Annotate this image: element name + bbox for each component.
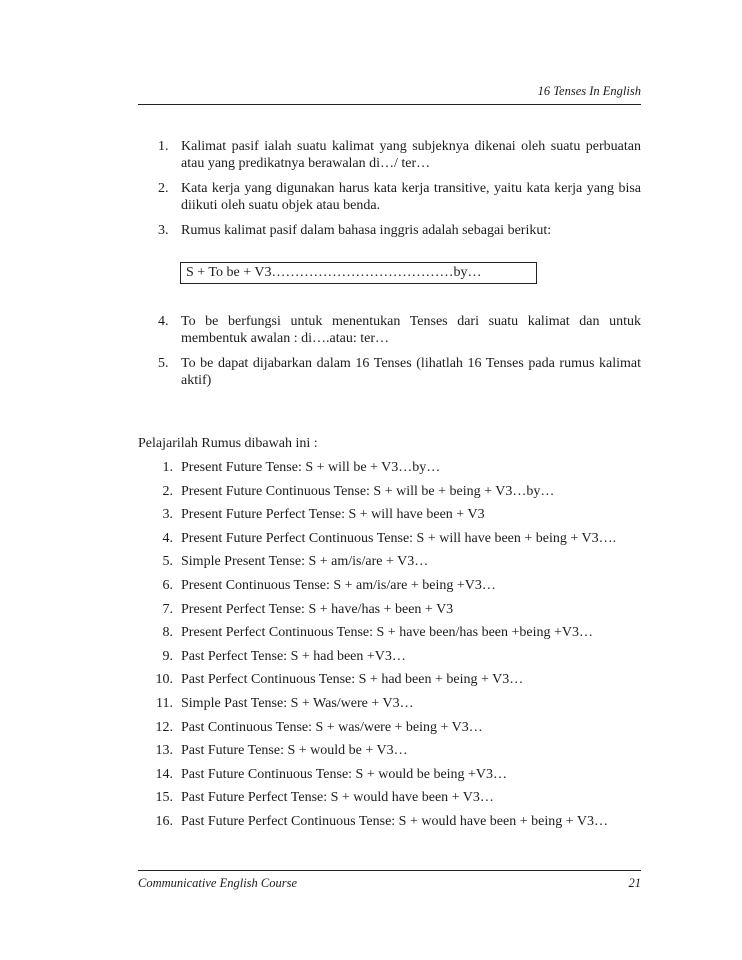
item-text: Past Future Perfect Continuous Tense: S + would have been + being + V3… [181, 813, 608, 829]
list-item [138, 577, 641, 601]
item-number: 15. [155, 790, 173, 806]
item-number: 14. [155, 766, 173, 782]
list-item [138, 459, 641, 483]
list-item [138, 719, 641, 743]
item-number: 10. [155, 672, 173, 688]
list-item [138, 506, 641, 530]
header-rule [138, 104, 641, 105]
passive-rules-list-top [138, 138, 641, 247]
list-item [138, 222, 641, 239]
footer-rule [138, 870, 641, 871]
item-number: 2. [158, 181, 169, 196]
list-item [138, 789, 641, 813]
page-number: 21 [628, 876, 641, 890]
item-number: 1. [162, 460, 173, 475]
item-number: 6. [162, 577, 173, 593]
item-number: 7. [162, 601, 173, 617]
item-text: Past Perfect Continuous Tense: S + had been + being + V3… [181, 672, 524, 688]
passive-formula-box: S + To be + V3…………………………………by… [180, 262, 537, 284]
item-text: Kalimat pasif ialah suatu kalimat yang subjeknya dikenai oleh suatu perbuatan atau yang predikatnya berawalan di…/ ter… [181, 139, 641, 171]
item-number: 8. [162, 625, 173, 641]
item-number: 13. [155, 743, 173, 759]
item-number: 16. [155, 813, 173, 829]
item-text: Present Future Tense: S + will be + V3…by… [181, 460, 441, 475]
item-text: Past Continuous Tense: S + was/were + being + V3… [181, 719, 483, 735]
item-text: Present Future Continuous Tense: S + will be + being + V3…by… [181, 483, 555, 499]
list-item [138, 648, 641, 672]
running-header-title: 16 Tenses In English [537, 84, 641, 98]
passive-rules-list-bottom [138, 313, 641, 397]
item-text: Present Future Perfect Tense: S + will have been + V3 [181, 507, 485, 523]
list-item [138, 313, 641, 347]
item-text: Past Perfect Tense: S + had been +V3… [181, 648, 406, 664]
item-text: To be berfungsi untuk menentukan Tenses dari suatu kalimat dan untuk membentuk awalan : di….atau: ter… [181, 314, 641, 346]
item-text: Past Future Tense: S + would be + V3… [181, 743, 408, 759]
list-item [138, 742, 641, 766]
item-text: Simple Present Tense: S + am/is/are + V3… [181, 554, 429, 570]
item-number: 9. [162, 648, 173, 664]
list-item [138, 671, 641, 695]
item-number: 2. [162, 483, 173, 499]
item-text: Present Perfect Tense: S + have/has + been + V3 [181, 601, 454, 617]
item-number: 1. [158, 139, 169, 154]
item-text: Past Future Perfect Tense: S + would have been + V3… [181, 790, 494, 806]
footer-course-title: Communicative English Course [138, 876, 298, 890]
list-item [138, 695, 641, 719]
list-item [138, 355, 641, 389]
list-item [138, 553, 641, 577]
item-text: Kata kerja yang digunakan harus kata kerja transitive, yaitu kata kerja yang bisa diikuti oleh suatu objek atau benda. [181, 181, 641, 213]
list-item [138, 138, 641, 172]
item-number: 11. [156, 695, 173, 711]
list-item [138, 483, 641, 507]
item-number: 4. [158, 314, 169, 329]
item-number: 12. [155, 719, 173, 735]
item-text: Present Perfect Continuous Tense: S + have been/has been +being +V3… [181, 625, 594, 641]
item-number: 4. [162, 530, 173, 546]
list-item [138, 530, 641, 554]
item-text: Past Future Continuous Tense: S + would be being +V3… [181, 766, 508, 782]
list-item [138, 766, 641, 790]
item-text: Simple Past Tense: S + Was/were + V3… [181, 695, 414, 711]
tense-formula-list [138, 459, 641, 837]
item-text: Present Future Perfect Continuous Tense: S + will have been + being + V3…. [181, 530, 617, 546]
item-number: 5. [158, 356, 169, 371]
list-item [138, 813, 641, 837]
item-number: 3. [162, 507, 173, 523]
item-text: Rumus kalimat pasif dalam bahasa inggris adalah sebagai berikut: [181, 223, 552, 238]
tenses-intro: Pelajarilah Rumus dibawah ini : [138, 436, 318, 451]
list-item [138, 624, 641, 648]
list-item [138, 601, 641, 625]
item-text: To be dapat dijabarkan dalam 16 Tenses (lihatlah 16 Tenses pada rumus kalimat aktif) [181, 356, 641, 388]
item-number: 3. [158, 223, 169, 238]
list-item [138, 180, 641, 214]
item-number: 5. [162, 554, 173, 570]
item-text: Present Continuous Tense: S + am/is/are + being +V3… [181, 577, 496, 593]
